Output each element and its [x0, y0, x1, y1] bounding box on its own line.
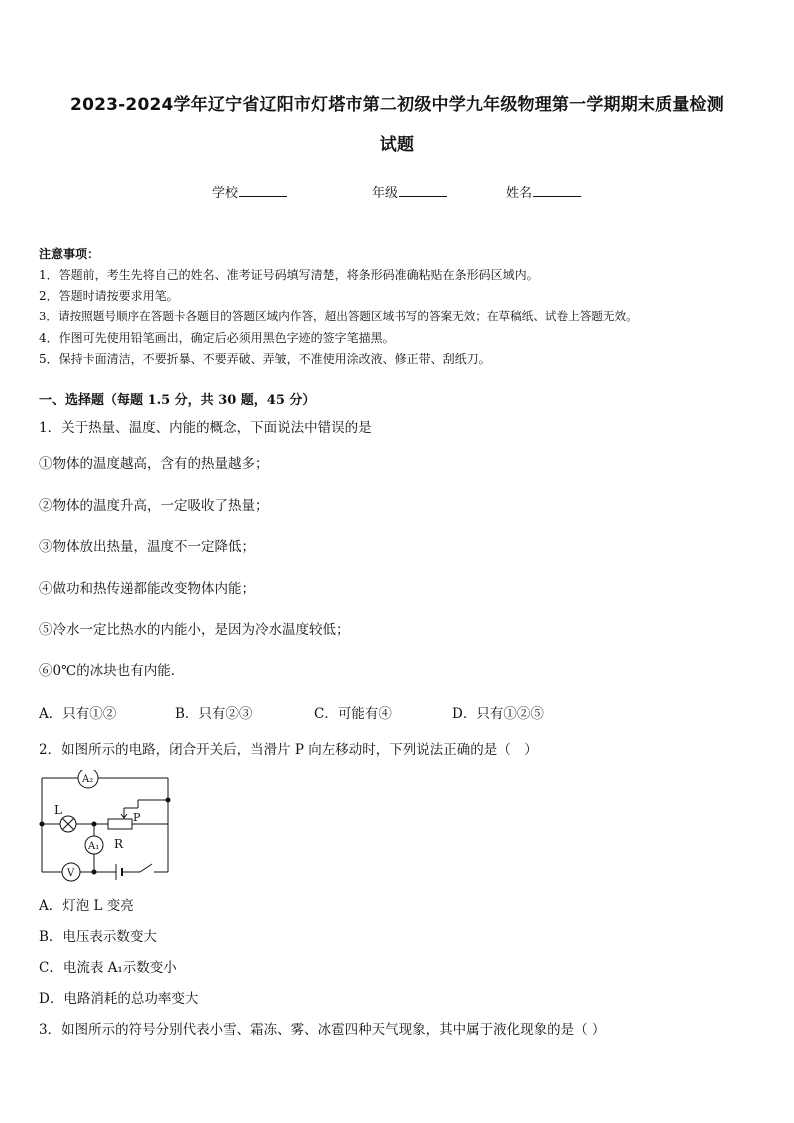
q3-stem: 3．如图所示的符号分别代表小雪、霜冻、雾、冰雹四种天气现象，其中属于液化现象的是（ ）	[39, 1022, 606, 1038]
notice-item: 3．请按照题号顺序在答题卡各题目的答题区域内作答，超出答题区域书写的答案无效；在草稿纸、试卷上答题无效。	[39, 309, 638, 323]
q1-stem: 1．关于热量、温度、内能的概念，下面说法中错误的是	[39, 420, 372, 436]
page-title: 2023-2024学年辽宁省辽阳市灯塔市第二初级中学九年级物理第一学期期末质量检测	[70, 95, 724, 115]
grade-blank	[399, 184, 447, 197]
q1-option-a: A．只有①②	[39, 706, 117, 722]
q1-statement: ⑥0℃的冰块也有内能．	[39, 663, 185, 679]
notice-heading: 注意事项：	[39, 247, 100, 261]
school-label: 学校	[212, 186, 239, 201]
junction	[166, 798, 170, 802]
junction	[92, 870, 96, 874]
ammeter-a1-label: A₁	[88, 841, 100, 852]
q1-option-c: C．可能有④	[314, 706, 392, 722]
circuit-diagram	[34, 770, 179, 888]
section-heading: 一、选择题（每题 1.5 分，共 30 题，45 分）	[39, 393, 316, 408]
q1-statement: ④做功和热传递都能改变物体内能；	[39, 581, 255, 597]
q1-statement: ⑤冷水一定比热水的内能小，是因为冷水温度较低；	[39, 622, 350, 638]
q1-statement: ②物体的温度升高，一定吸收了热量；	[39, 498, 269, 514]
school-field	[212, 182, 287, 201]
grade-field	[372, 182, 447, 201]
notice-item: 5．保持卡面清洁，不要折暴、不要弄破、弄皱，不准使用涂改液、修正带、刮纸刀。	[39, 352, 491, 366]
lamp-label: L	[54, 803, 62, 817]
grade-label: 年级	[372, 186, 399, 201]
switch	[140, 864, 152, 872]
q2-option-c: C．电流表 A₁示数变小	[39, 960, 177, 976]
q2-option-d: D．电路消耗的总功率变大	[39, 991, 199, 1007]
name-label: 姓名	[506, 186, 533, 201]
page-title-line2: 试题	[379, 135, 415, 155]
voltmeter-label: V	[67, 868, 75, 879]
resistor-label: R	[114, 837, 124, 851]
notice-item: 2．答题时请按要求用笔。	[39, 289, 179, 303]
q1-statement: ③物体放出热量，温度不一定降低；	[39, 539, 255, 555]
q2-option-a: A．灯泡 L 变亮	[39, 898, 134, 914]
rheostat	[108, 819, 132, 829]
q1-statement: ①物体的温度越高，含有的热量越多；	[39, 456, 269, 472]
q2-option-b: B．电压表示数变大	[39, 929, 157, 945]
name-field	[506, 182, 581, 201]
notice-item: 1．答题前，考生先将自己的姓名、准考证号码填写清楚，将条形码准确粘贴在条形码区域内。	[39, 268, 539, 282]
ammeter-a2-label: A₂	[82, 774, 94, 785]
slider-label: P	[133, 811, 141, 824]
q1-option-d: D．只有①②⑤	[452, 706, 544, 722]
name-blank	[533, 184, 581, 197]
junction	[40, 822, 44, 826]
notice-item: 4．作图可先使用铅笔画出，确定后必须用黑色字迹的签字笔描黑。	[39, 331, 395, 345]
school-blank	[239, 184, 287, 197]
q1-option-b: B．只有②③	[175, 706, 253, 722]
junction	[92, 822, 96, 826]
q2-stem: 2．如图所示的电路，闭合开关后，当滑片 P 向左移动时，下列说法正确的是（ ）	[39, 742, 538, 758]
